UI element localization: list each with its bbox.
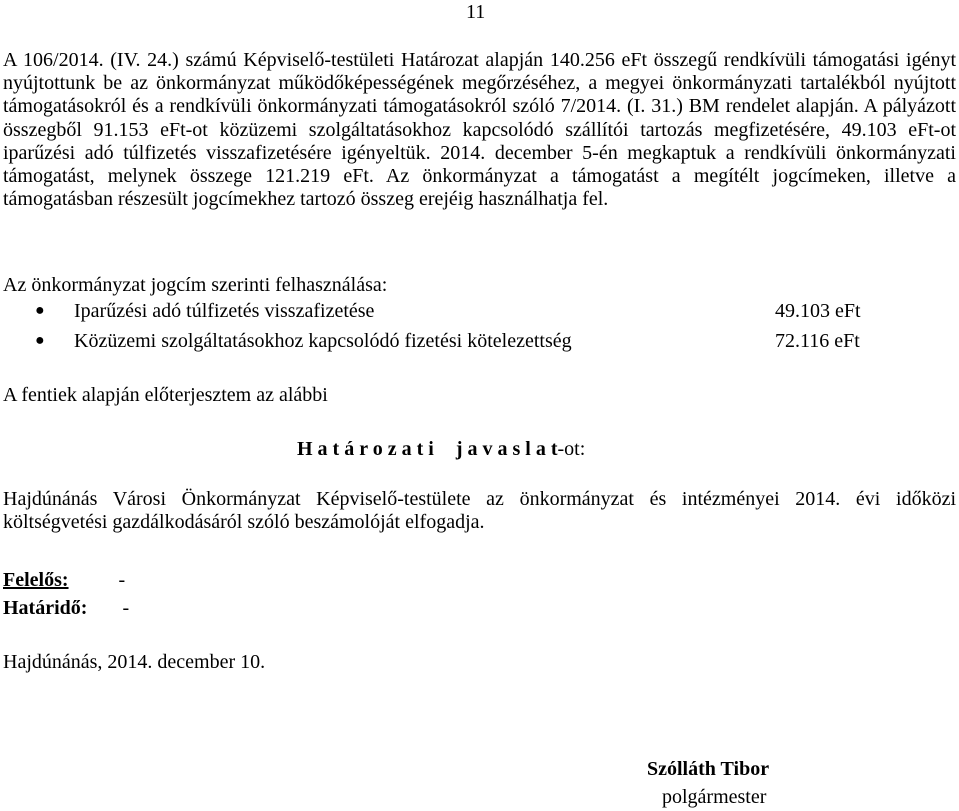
intro-line: A fentiek alapján előterjesztem az alábbi <box>3 384 328 406</box>
place-date: Hajdúnánás, 2014. december 10. <box>3 651 266 673</box>
resolution-text: Hajdúnánás Városi Önkormányzat Képviselő-testülete az önkormányzat és intézményei 2014. évi időközi költségvetési gazdálkodásáról szóló beszámolóját elfogadja. <box>3 488 956 534</box>
page-number: 11 <box>466 1 486 23</box>
resolution-heading-word2: j a v a s l a t <box>455 438 558 460</box>
bullet-icon: ● <box>35 332 45 349</box>
signatory-title: polgármester <box>662 786 767 808</box>
responsible-label: Felelős: <box>3 569 69 591</box>
resolution-heading-suffix: -ot: <box>557 438 586 460</box>
deadline-value: - <box>122 597 130 619</box>
bullet-icon: ● <box>35 302 45 319</box>
deadline-row <box>3 596 129 620</box>
resolution-heading <box>297 437 585 461</box>
resolution-heading-word1: H a t á r o z a t i <box>297 438 434 460</box>
body-paragraph-support: A 106/2014. (IV. 24.) számú Képviselő-testületi Határozat alapján 140.256 eFt összegű rendkívüli támogatási igényt nyújtottunk be az önkormányzat működőképességének megőrzéséhez, a megyei önkormányzati tartalékból nyújtott támogatásokról és a rendkívüli önkormányzati támogatásokról szóló 7/2014. (I. 31.) BM rendelet alapján. A pályázott összegből 91.153 eFt-ot közüzemi szolgáltatásokhoz kapcsolódó szállítói tartozás megfizetésére, 49.103 eFt-ot iparűzési adó túlfizetés visszafizetésére igényeltük. 2014. december 5-én megkaptuk a rendkívüli önkormányzati támogatást, melynek összege 121.219 eFt. Az önkormányzat a támogatást a megítélt jogcímeken, illetve a támogatásban részesült jogcímekhez tartozó összeg erejéig használhatja fel. <box>3 49 956 211</box>
usage-heading: Az önkormányzat jogcím szerinti felhasználása: <box>3 274 388 296</box>
responsible-value: - <box>118 569 126 591</box>
usage-item-amount: 72.116 eFt <box>775 330 860 352</box>
usage-item-label: Közüzemi szolgáltatásokhoz kapcsolódó fizetési kötelezettség <box>74 330 572 352</box>
signatory-name: Szólláth Tibor <box>647 758 770 780</box>
responsible-row <box>3 568 125 592</box>
usage-item-amount: 49.103 eFt <box>775 300 861 322</box>
usage-item-label: Iparűzési adó túlfizetés visszafizetése <box>74 300 375 322</box>
deadline-label: Határidő: <box>3 597 88 619</box>
